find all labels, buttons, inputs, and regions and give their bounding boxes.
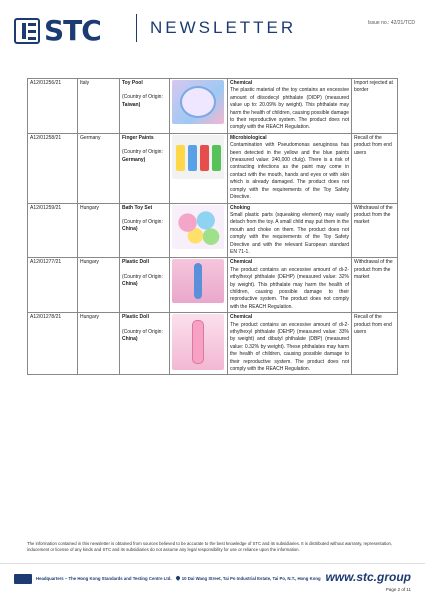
logo-text: STC	[44, 14, 101, 47]
description-cell	[228, 203, 352, 258]
product-name: Plastic Doll	[122, 259, 149, 266]
image-cell	[170, 133, 228, 203]
product-name: Plastic Doll	[122, 314, 149, 321]
product-cell	[120, 313, 170, 375]
table-row	[28, 79, 398, 134]
headquarters-text	[36, 576, 321, 581]
ref-cell: A12/01259/21	[28, 203, 78, 258]
image-cell	[170, 258, 228, 313]
origin-value: Germany)	[122, 156, 146, 163]
image-cell	[170, 313, 228, 375]
ref-cell: A12/01258/21	[28, 133, 78, 203]
risk-type: Chemical	[230, 259, 253, 266]
issue-number: Issue no.: 42/21/TCD	[367, 20, 415, 26]
newsletter-title: NEWSLETTER	[150, 18, 297, 37]
country-cell: Italy	[78, 79, 120, 134]
origin-value: China)	[122, 336, 138, 342]
stc-logo	[14, 14, 101, 47]
ref-cell: A12/01256/21	[28, 79, 78, 134]
country-cell: Hungary	[78, 313, 120, 375]
risk-type: Chemical	[230, 80, 253, 86]
description-text: Small plastic parts (squeaking element) may easily detach from the toy. A small child may put them in the mouth and choke on them. The product does not comply with the requirements of the Toy Safety Directive and with the relevant European standard EN 71-1.	[230, 211, 349, 255]
country-cell: Germany	[78, 133, 120, 203]
origin-label: (Country of Origin:	[122, 218, 163, 225]
origin-label: (Country of Origin:	[122, 94, 163, 101]
description-cell	[228, 133, 352, 203]
disclaimer-text: The information contained in this newsletter is obtained from sources believed to be accurate to the best knowledge of STC and its subsidiaries. It is distributed without warranty, representation, inducement or license of any kinds and STC and its subsidiaries do not assume any legal responsibility for use or reliance upon the information.	[27, 541, 393, 552]
ref-cell: A12/01278/21	[28, 313, 78, 375]
page-number: Page 2 of 11	[385, 587, 411, 592]
location-pin-icon	[175, 575, 181, 581]
action-cell: Recall of the product from end users	[352, 133, 398, 203]
risk-type: Chemical	[230, 314, 253, 321]
website-link[interactable]: www.stc.group	[325, 570, 411, 584]
finger-paints-photo	[172, 135, 224, 179]
stc-logo-icon	[14, 18, 40, 44]
description-cell	[228, 79, 352, 134]
footer-divider	[0, 563, 425, 564]
origin-value: China)	[122, 281, 138, 288]
action-cell: Recall of the product from end users	[352, 313, 398, 375]
origin-value: Taiwan)	[122, 101, 141, 108]
product-cell	[120, 203, 170, 258]
origin-value: China)	[122, 226, 138, 233]
description-cell	[228, 313, 352, 375]
header-divider	[136, 14, 137, 42]
description-text: The product contains an excessive amount of di-2-ethylhexyl phthalate (DEHP) (measured value: 32% by weight). This phthalate may harm the health of children, causing possible damage to their reproductive system. The product does not comply with the REACH Regulation.	[230, 266, 349, 310]
plastic-doll-photo	[172, 314, 224, 370]
image-cell	[170, 203, 228, 258]
image-cell	[170, 79, 228, 134]
origin-label: (Country of Origin:	[122, 273, 163, 280]
table-row	[28, 203, 398, 258]
description-cell	[228, 258, 352, 313]
origin-label: (Country of Origin:	[122, 149, 163, 156]
description-text: The plastic material of the toy contains an excessive amount of diisodecyl phthalate (DIDP) (measured value up to: 20.09% by weight). This phthalate may harm the health of children, causing possible damage to their reproductive system. The product does not comply with the REACH Regulation.	[230, 87, 349, 131]
country-cell: Hungary	[78, 258, 120, 313]
toy-pool-photo	[172, 80, 224, 124]
action-cell: Withdrawal of the product from the market	[352, 203, 398, 258]
headquarters-icon	[14, 574, 32, 584]
ref-cell: A12/01277/21	[28, 258, 78, 313]
hq-org: – The Hong Kong Standards and Testing Centre Ltd.	[63, 576, 172, 581]
product-cell	[120, 79, 170, 134]
action-cell: Import rejected at border	[352, 79, 398, 134]
action-cell: Withdrawal of the product from the market	[352, 258, 398, 313]
origin-label: (Country of Origin:	[122, 328, 163, 335]
country-cell: Hungary	[78, 203, 120, 258]
table-row	[28, 133, 398, 203]
recall-table	[27, 78, 398, 375]
page-header	[0, 0, 425, 60]
product-name: Bath Toy Set	[122, 204, 153, 211]
table-row	[28, 258, 398, 313]
hq-label: Headquarters	[36, 576, 64, 581]
risk-type: Microbiological	[230, 134, 267, 141]
product-cell	[120, 133, 170, 203]
risk-type: Choking	[230, 204, 250, 211]
page-footer	[0, 566, 425, 600]
table-row	[28, 313, 398, 375]
description-text: The product contains an excessive amount of di-2-ethylhexyl phthalate (DEHP) (measured value: 33% by weight) and dibutyl phthalate (DBP) (measured value: 0.32% by weight). These phthalates may harm the health of children, causing possible damage to their reproductive system. The product does not comply with the REACH Regulation.	[230, 321, 349, 373]
plastic-doll-photo	[172, 259, 224, 303]
product-name: Finger Paints	[122, 134, 154, 141]
bath-toy-set-photo	[172, 205, 224, 249]
product-cell	[120, 258, 170, 313]
hq-address: 10 Dai Wang Street, Tai Po Industrial Estate, Tai Po, N.T., Hong Kong	[181, 576, 321, 581]
product-name: Toy Pool	[122, 80, 143, 86]
description-text: Contamination with Pseudomonas aeruginosa has been detected in the yellow and the blue paints (measured value: 240,000 cfu/g). There is a risk of contracting infections as the paint may come in contact with the mouth, hands and eyes or with skin which is already damaged. The product does not comply with the requirements of the Toy Safety Directive.	[230, 142, 349, 201]
